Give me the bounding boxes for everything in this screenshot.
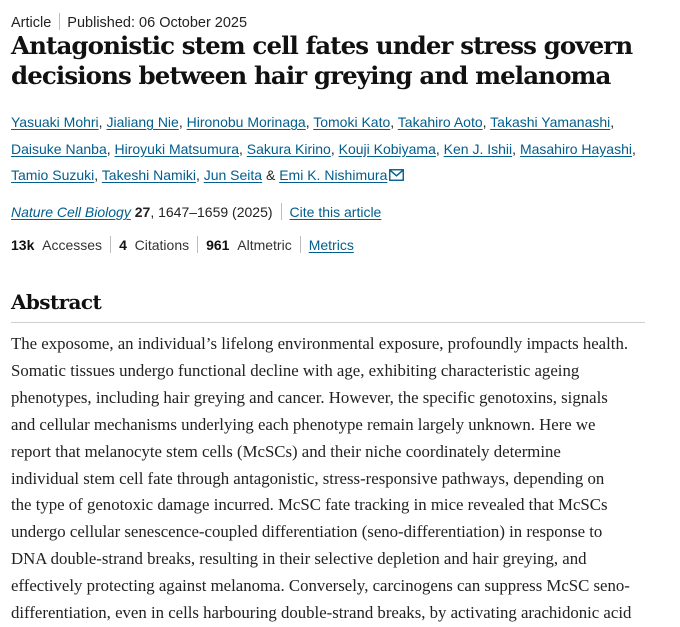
article-type: Article [11,15,52,31]
journal-volume: 27 [134,204,151,220]
author-item [520,141,636,157]
mail-icon[interactable] [389,163,404,190]
author-separator: , [610,114,615,130]
abstract-heading: Abstract [11,290,102,314]
author-link[interactable]: Daisuke Nanba [11,140,107,157]
abstract-line: differentiation, even in cells harbouring double-strand breaks, by activating arachidonic acid [11,603,632,623]
metrics-divider [110,236,111,253]
author-link[interactable]: Jun Seita [203,167,263,184]
citations-label: Citations [134,237,190,253]
altmetric-label: Altmetric [237,237,292,253]
abstract-text [11,331,661,627]
metrics-divider [300,236,301,253]
author-item [247,141,339,157]
author-separator: , [94,167,102,184]
section-divider [11,322,645,323]
author-separator: , [195,167,204,184]
author-separator: , [330,140,339,157]
abstract-line: the type of genotoxic damage incurred. McSC fate tracking in mice revealed that McSCs [11,495,608,515]
abstract-line: individual stem cell fate through antagonistic, stress-responsive pathways, depending on [11,468,605,488]
author-link[interactable]: Sakura Kirino [246,140,331,157]
author-item [187,114,314,130]
author-link[interactable]: Tomoki Kato [313,114,391,130]
author-item [444,141,520,157]
meta-divider [59,13,60,30]
author-link[interactable]: Takeshi Namiki [101,167,196,184]
abstract-line: DNA double-strand breaks, resulting in their selective depletion and hair greying, and [11,549,587,569]
accesses-label: Accesses [42,237,103,253]
author-separator: , [482,114,491,130]
article-meta [11,13,247,31]
author-item [106,114,186,130]
author-separator: , [632,140,636,157]
author-item [11,114,106,130]
author-link[interactable]: Kouji Kobiyama [338,140,436,157]
metrics-divider [197,236,198,253]
abstract-line: Somatic tissues undergo functional decline with age, exhibiting characteristic ageing [11,360,580,380]
author-link[interactable]: Masahiro Hayashi [519,140,632,157]
citations-count: 4 [119,237,127,253]
author-separator: , [178,114,187,130]
author-link[interactable]: Jialiang Nie [106,114,179,130]
author-link[interactable]: Hiroyuki Matsumura [114,140,239,157]
abstract-line: report that melanocyte stem cells (McSCs) and their niche coordinately determine [11,441,561,461]
pages-year: , 1647–1659 (2025) [150,204,273,220]
author-item [279,167,404,183]
author-item [102,167,204,183]
author-separator: & [262,167,280,184]
metrics-link[interactable]: Metrics [308,237,354,253]
published-date: Published: 06 October 2025 [67,15,248,31]
author-item [398,114,490,130]
citation-line [11,203,381,220]
cite-article-link[interactable]: Cite this article [289,204,382,220]
accesses-count: 13k [11,237,35,253]
author-item [115,141,247,157]
abstract-line: and cellular mechanisms underlying each phenotype remain largely unknown. Here we [11,414,596,434]
author-link[interactable]: Hironobu Morinaga [186,114,306,130]
author-item [11,141,115,157]
author-item [339,141,444,157]
author-separator: , [435,140,444,157]
author-item [204,167,280,183]
citation-divider [281,203,282,220]
author-separator: , [305,114,314,130]
altmetric-score: 961 [206,237,230,253]
author-separator: , [239,140,247,157]
journal-link[interactable]: Nature Cell Biology [11,204,131,220]
author-link[interactable]: Tamio Suzuki [11,167,95,184]
author-separator: , [98,114,107,130]
article-metrics [11,236,354,253]
abstract-line: phenotypes, including hair greying and cancer. However, the specific genotoxins, signals [11,387,608,407]
author-item [313,114,398,130]
article-title: Antagonistic stem cell fates under stress govern decisions between hair greying and melanoma [11,31,633,90]
author-list [11,109,651,190]
author-separator: , [390,114,398,130]
author-item [11,167,102,183]
author-link[interactable]: Yasuaki Mohri [11,114,99,130]
author-link[interactable]: Ken J. Ishii [443,140,513,157]
author-separator: , [106,140,115,157]
author-link[interactable]: Emi K. Nishimura [279,167,388,184]
author-item [490,114,614,130]
author-separator: , [512,140,520,157]
abstract-line: effectively protecting against melanoma. Conversely, carcinogens can suppress McSC seno- [11,576,630,596]
abstract-line: The exposome, an individual’s lifelong environmental exposure, profoundly impacts health. [11,334,629,353]
abstract-line: undergo cellular senescence-coupled differentiation (seno-differentiation) in response to [11,522,603,542]
author-link[interactable]: Takashi Yamanashi [490,114,611,130]
author-link[interactable]: Takahiro Aoto [397,114,483,130]
